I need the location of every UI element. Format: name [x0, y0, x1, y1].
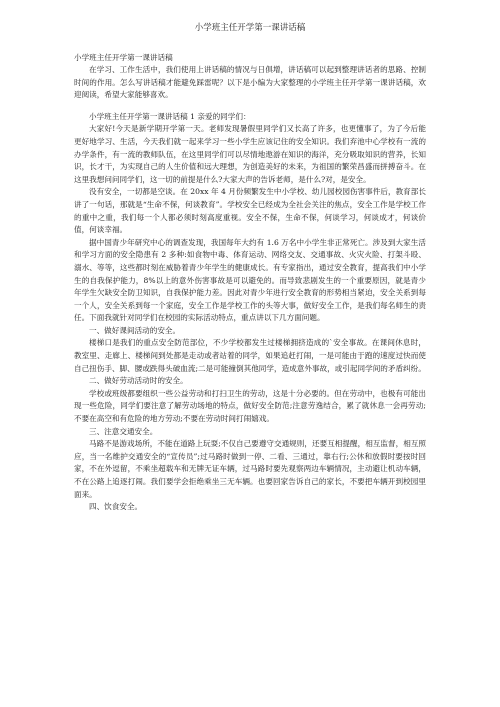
section-paragraph-3: 马路不是游戏场所，不能在道路上玩耍;不仅自己要遵守交通规则，还要互相提醒，相互监督，相互照应，当一名维护交通安全的“宣传员”;过马路时做到一停、二看、三通过，靠右行;公休和放假时要按时回家，不在外逗留，不乘坐超载车和无牌无证车辆，过马路时要先观察两边车辆情况，主动避让机动车辆，不在公路上追逐打闹。我们要学会拒绝乘坐三无车辆。也要回家告诉自己的家长，不要把车辆开到校园里面来。 — [74, 439, 426, 499]
paragraph-1: 大家好!今天是新学期开学第一天。老师发现暑假里同学们又长高了许多，也更懂事了，为了今后能更好地学习、生活，今天我们就一起来学习一些小学生应该记住的安全知识。我们弃池中心学校有一流的办学条件，有一流的教师队伍，在这里同学们可以尽情地遨游在知识的海洋，充分吸取知识的营养，长知识，长才干，为实现自己的人生价值和远大理想，为创造美好的未来，为祖国的繁荣昌盛而拼搏奋斗。在这里我想问问同学们，这一切的前提是什么?大家大声的告诉老师，是什么?对，是安全。 — [74, 124, 426, 184]
section-heading-2: 二、做好劳动活动时的安全。 — [89, 376, 188, 386]
section-heading-1: 一、做好课间活动的安全。 — [89, 325, 181, 335]
section-heading-4: 四、饮食安全。 — [89, 502, 143, 512]
section-paragraph-1: 楼梯口是我们的重点安全防范部位，不少学校都发生过楼梯拥挤造成的`安全事故。在课间休息时，教室里、走廊上、楼梯间到处都是走动或者站着的同学，如果追赶打闹，一是可能由于跑的速度过快而使自己扭伤手、脚、腰或跌得头破血流;二是可能撞倒其他同学，造成意外事故，或引起同学间的矛盾纠纷。 — [74, 338, 426, 373]
paragraph-2: 没有安全，一切都是空谈。在 20xx 年 4 月份频繁发生中小学校、幼儿园校园伤害事件后，教育部长讲了一句话，那就是“生命不保，何谈教育”。学校安全已经成为全社会关注的焦点，安全工作是学校工作的重中之重，我们每一个人都必须时刻高度重视。安全不保，生命不保，何谈学习，何谈成才，何谈价值，何谈幸福。 — [74, 187, 426, 235]
intro-paragraph: 在学习、工作生活中，我们使用上讲话稿的情况与日俱增，讲话稿可以起到整理讲话者的思路、控制时间的作用。怎么写讲话稿才能避免踩雷呢？以下是小编为大家整理的小学班主任开学第一课讲话稿，欢迎阅读，希望大家能够喜欢。 — [74, 65, 426, 100]
section-paragraph-2: 学校或班级都要组织一些公益劳动和打扫卫生的劳动，这是十分必要的。但在劳动中，也极有可能出现一些危险，同学们要注意了解劳动场地的特点，做好安全防范;注意劳逸结合，累了就休息一会再劳动;不要在高空和有危险的地方劳动;不要在劳动时间打闹嬉戏。 — [74, 388, 426, 424]
document-title: 小学班主任开学第一课讲话稿 — [194, 23, 306, 33]
paragraph-3: 据中国青少年研究中心的调查发现，我国每年大约有 1.6 万名中小学生非正常死亡。涉及到大家生活和学习方面的安全隐患有 2 多种:如食物中毒、体育运动、网络交友、交通事故、火灾火险、打架斗殴、溺水、等等，这些都时刻在威胁着青少年学生的健康成长。有专家指出，通过安全教育，提高我们中小学生的自我保护能力，8%以上的意外伤害事故是可以避免的。而导致悲剧发生的一个重要原因，就是青少年学生欠缺安全防卫知识，自我保护能力差。因此对青少年进行安全教育的形势相当紧迫，安全关系到每一个人，安全关系到每一个家庭，安全工作是学校工作的头等大事，做好安全工作，是我们每名师生的责任。下面我就针对同学们在校园的实际活动特点，重点讲以下几方面问题。 — [74, 237, 426, 323]
document-subtitle: 小学班主任开学第一课讲话稿 — [74, 53, 173, 62]
spacer — [74, 102, 426, 111]
speech-heading: 小学班主任开学第一课讲话稿 1 亲爱的同学们： — [89, 111, 251, 121]
section-heading-3: 三、注意交通安全。 — [89, 426, 158, 436]
